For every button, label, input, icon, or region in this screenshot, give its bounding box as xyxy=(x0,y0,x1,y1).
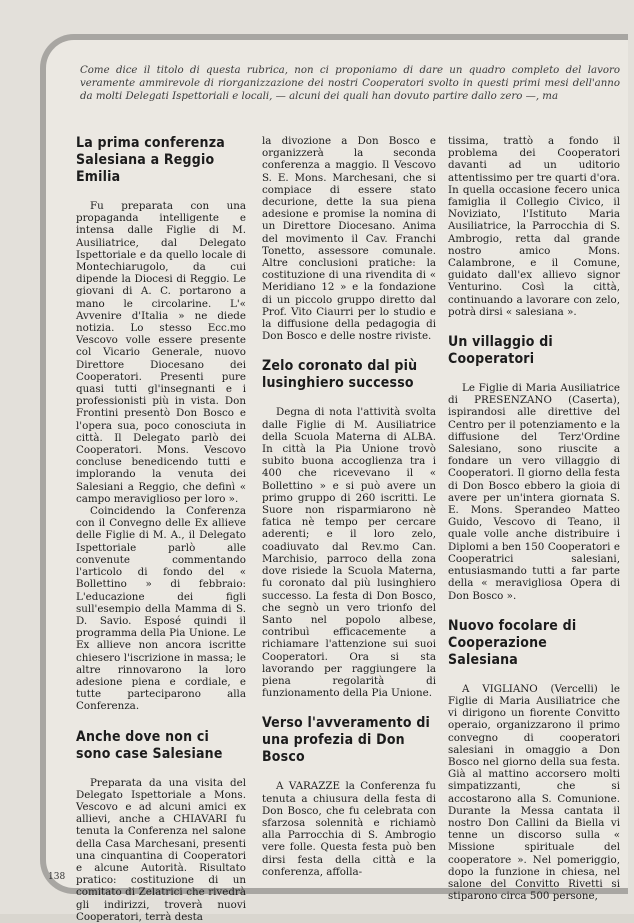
article-paragraph: A VIGLIANO (Vercelli) le Figlie di Maria Ausiliatrice che vi dirigono un fiorente Convitto operaio, organizzarono il primo convegno di cooperatori salesiani in omaggio a Don Bosco nel giorno della sua festa. Già al mattino accorsero molti simpatizzanti, che si accostarono alla S. Comunione. Durante la Messa cantata il nostro Don Callini da Biella vi tenne un discorso sulla « Missione spirituale del cooperatore ». Nel pomeriggio, dopo la funzione in chiesa, nel salone del Convitto Rivetti si stiparono circa 500 persone, xyxy=(448,682,620,903)
column-3 xyxy=(448,135,620,902)
article-paragraph: Preparata da una visita del Delegato Ispettoriale a Mons. Vescovo e ad alcuni amici ex allievi, anche a CHIAVARI fu tenuta la Conferenza nel salone della Casa Marchesani, presenti una cinquantina di Cooperatori e alcune Autorità. Risultato pratico: costituzione di un comitato di Zelatrici che rivedrà gli indirizzi, troverà nuovi Cooperatori, terrà desta xyxy=(76,776,246,923)
article-paragraph: tissima, trattò a fondo il problema dei Cooperatori davanti ad un uditorio attentissimo per tre quarti d'ora. In quella occasione fecero unica famiglia il Collegio Civico, il Noviziato, l'Istituto Maria Ausiliatrice, la Parrocchia di S. Ambrogio, retta dal grande nostro amico Mons. Calambrone, e il Comune, guidato dall'ex allievo signor Venturino. Così la città, continuando a lavorare con zelo, potrà dirsi « salesiana ». xyxy=(448,135,620,318)
article-paragraph: la divozione a Don Bosco e organizzerà la seconda conferenza a maggio. Il Vescovo S. E. Mons. Marchesani, che si compiace di essere stato decurione, dette la sua piena adesione e promise la nomina di un Direttore Diocesano. Anima del movimento il Cav. Franchi Tonetto, assessore comunale. Altre conclusioni pratiche: la costituzione di una rivendita di « Meridiano 12 » e la fondazione di un piccolo gruppo diretto dal Prof. Vito Ciaurri per lo studio e la diffusione della pedagogia di Don Bosco e delle nostre riviste. xyxy=(262,135,436,343)
article-title-focolare: Nuovo focolare di Cooperazione Salesiana xyxy=(448,617,577,668)
article-title-varazze: Verso l'avveramento di una profezia di Don Bosco xyxy=(262,715,431,766)
article-paragraph: Degna di nota l'attività svolta dalle Figlie di M. Ausiliatrice della Scuola Materna di ALBA. In città la Pia Unione trovò subito buona accoglienza tra i 400 che ricevevano il « Bollettino » e si può avere un primo gruppo di 260 iscritti. Le Suore non risparmiarono nè fatica nè tempo per cercare aderenti; e il loro zelo, coadiuvato dal Rev.mo Can. Marchisio, parroco della zona dove risiede la Scuola Materna, fu coronato dal più lusinghiero successo. La festa di Don Bosco, che segnò un vero trionfo del Santo nel popolo albese, contribuì efficacemente a richiamare l'attenzione sui suoi Cooperatori. Ora si sta lavorando per raggiungere la piena regolarità di funzionamento della Pia Unione. xyxy=(262,406,436,700)
article-title-alba: Zelo coronato dal più lusinghiero successo xyxy=(262,358,418,392)
article-title-reggio: La prima conferenza Salesiana a Reggio Emilia xyxy=(76,135,225,185)
article-title-villaggio: Un villaggio di Cooperatori xyxy=(448,334,553,368)
column-2 xyxy=(262,135,436,878)
intro-text: Come dice il titolo di questa rubrica, non ci proponiamo di dare un quadro completo del lavoro veramente ammirevole di riorganizzazione dei nostri Cooperatori svolto in questi primi mesi dell'anno da molti Delegati Ispettoriali e locali, — alcuni dei quali han dovuto partire dallo zero —, ma xyxy=(80,65,620,102)
article-title-case: Anche dove non ci sono case Salesiane xyxy=(76,728,223,762)
column-1 xyxy=(76,135,246,923)
article-paragraph: Coincidendo la Conferenza con il Convegno delle Ex allieve delle Figlie di M. A., il Delegato Ispettoriale parlò alle convenute commentando l'articolo di fondo del « Bollettino » di febbraio: L'educazione dei figli sull'esempio della Mamma di S. D. Savio. Esposé quindi il programma della Pia Unione. Le Ex allieve non ancora iscritte chiesero l'iscrizione in massa; le altre rinnovarono la loro adesione piena e cordiale, e tutte parteciparono alla Conferenza. xyxy=(76,505,246,713)
article-paragraph: A VARAZZE la Conferenza fu tenuta a chiusura della festa di Don Bosco, che fu celebrata con sfarzosa solennità e richiamò alla Parrocchia di S. Ambrogio vere folle. Questa festa può ben dirsi festa della città e la conferenza, affolla- xyxy=(262,780,436,878)
page-number: 138 xyxy=(48,872,66,882)
article-paragraph: Le Figlie di Maria Ausiliatrice di PRESENZANO (Caserta), ispirandosi alle direttive del Centro per il potenziamento e la diffusione del Terz'Ordine Salesiano, sono riuscite a fondare un vero villaggio di Cooperatori. Il giorno della festa di Don Bosco ebbero la gioia di avere per un'intera giornata S. E. Mons. Sperandeo Matteo Guido, Vescovo di Teano, il quale volle anche distribuire i Diplomi a ben 150 Cooperatori e Cooperatrici salesiani, entusiasmando tutti a far parte della « meravigliosa Opera di Don Bosco ». xyxy=(448,382,620,602)
article-paragraph: Fu preparata con una propaganda intelligente e intensa dalle Figlie di M. Ausiliatrice, dal Delegato Ispettoriale e da quello locale di Montechiarugolo, da cui dipende la Diocesi di Reggio. Le giovani di A. C. portarono a mano le circolarine. L'« Avvenire d'Italia » ne diede notizia. Lo stesso Ecc.mo Vescovo volle essere presente col Vicario Generale, nuovo Direttore Diocesano dei Cooperatori. Presenti pure quasi tutti gl'insegnanti e i professionisti più in vista. Don Frontini presentò Don Bosco e l'opera sua, poco conosciuta in città. Il Delegato parlò dei Cooperatori. Mons. Vescovo concluse benedicendo tutti e implorando la venuta dei Salesiani a Reggio, che definì « campo meraviglioso per loro ». xyxy=(76,200,246,505)
